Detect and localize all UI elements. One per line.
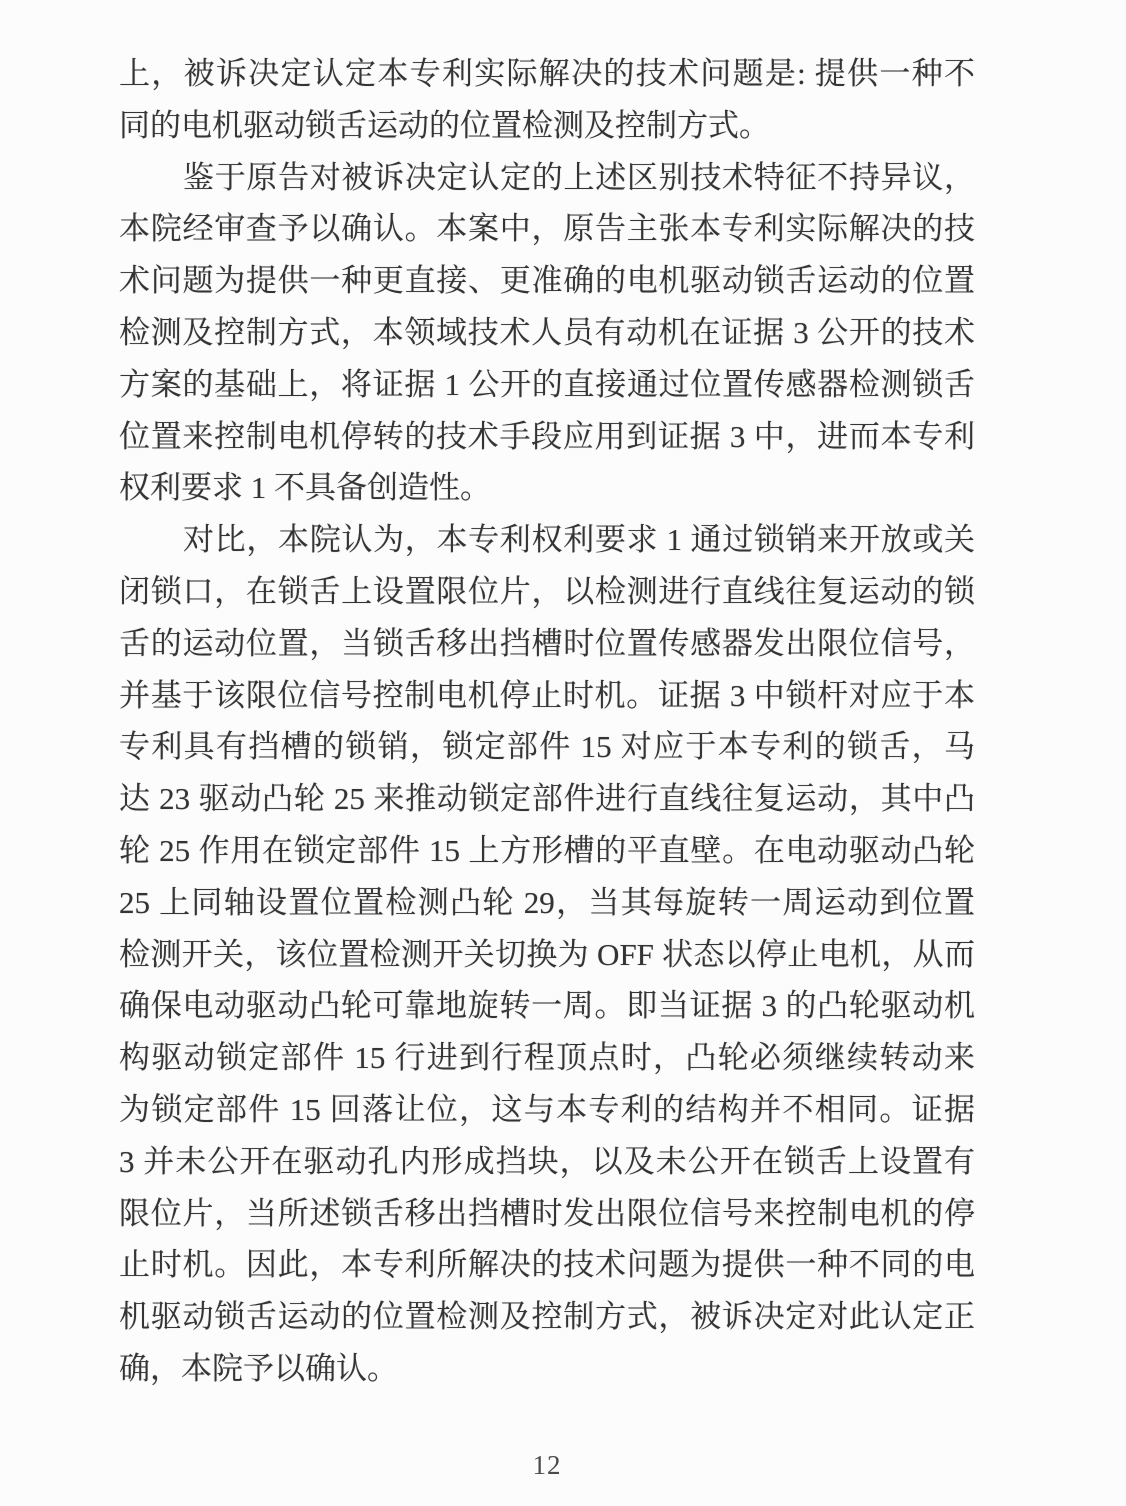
text-line: 对比，本院认为，本专利权利要求 1 通过锁销来开放或关 <box>183 522 975 558</box>
text-line: 限位片，当所述锁舌移出挡槽时发出限位信号来控制电机的停 <box>119 1195 975 1231</box>
text-line: 舌的运动位置，当锁舌移出挡槽时位置传感器发出限位信号， <box>119 625 975 661</box>
text-line: 构驱动锁定部件 15 行进到行程顶点时，凸轮必须继续转动来 <box>119 1040 975 1076</box>
text-line: 位置来控制电机停转的技术手段应用到证据 3 中，进而本专利 <box>119 418 975 454</box>
text-line: 并基于该限位信号控制电机停止时机。证据 3 中锁杆对应于本 <box>119 677 975 713</box>
text-line: 为锁定部件 15 回落让位，这与本专利的结构并不相同。证据 <box>119 1091 975 1127</box>
text-line: 权利要求 1 不具备创造性。 <box>119 470 491 506</box>
page-number: 12 <box>532 1450 562 1480</box>
text-line: 25 上同轴设置位置检测凸轮 29，当其每旋转一周运动到位置 <box>119 884 975 920</box>
page-footer <box>119 1450 975 1481</box>
document-text-block <box>119 48 975 1395</box>
text-line: 本院经审查予以确认。本案中，原告主张本专利实际解决的技 <box>119 211 975 247</box>
text-line: 3 并未公开在驱动孔内形成挡块，以及未公开在锁舌上设置有 <box>119 1143 975 1179</box>
text-line: 确保电动驱动凸轮可靠地旋转一周。即当证据 3 的凸轮驱动机 <box>119 988 975 1024</box>
text-line: 闭锁口，在锁舌上设置限位片，以检测进行直线往复运动的锁 <box>119 573 975 609</box>
text-line: 轮 25 作用在锁定部件 15 上方形槽的平直壁。在电动驱动凸轮 <box>119 832 975 868</box>
text-line: 专利具有挡槽的锁销，锁定部件 15 对应于本专利的锁舌，马 <box>119 729 975 765</box>
paragraph <box>119 152 975 515</box>
text-line: 检测开关，该位置检测开关切换为 OFF 状态以停止电机，从而 <box>119 936 975 972</box>
text-line: 达 23 驱动凸轮 25 来推动锁定部件进行直线往复运动，其中凸 <box>119 781 975 817</box>
text-line: 确，本院予以确认。 <box>119 1350 398 1386</box>
text-line: 术问题为提供一种更直接、更准确的电机驱动锁舌运动的位置 <box>119 263 975 299</box>
text-line: 方案的基础上，将证据 1 公开的直接通过位置传感器检测锁舌 <box>119 366 975 402</box>
text-line: 上，被诉决定认定本专利实际解决的技术问题是: 提供一种不 <box>119 56 975 91</box>
text-line: 止时机。因此，本专利所解决的技术问题为提供一种不同的电 <box>119 1247 975 1283</box>
text-line: 检测及控制方式，本领域技术人员有动机在证据 3 公开的技术 <box>119 314 975 350</box>
paragraph <box>119 514 975 1395</box>
text-line: 鉴于原告对被诉决定认定的上述区别技术特征不持异议， <box>183 159 975 195</box>
text-line: 机驱动锁舌运动的位置检测及控制方式，被诉决定对此认定正 <box>119 1299 975 1335</box>
paragraph-continuation <box>119 48 975 152</box>
text-line: 同的电机驱动锁舌运动的位置检测及控制方式。 <box>119 107 770 143</box>
